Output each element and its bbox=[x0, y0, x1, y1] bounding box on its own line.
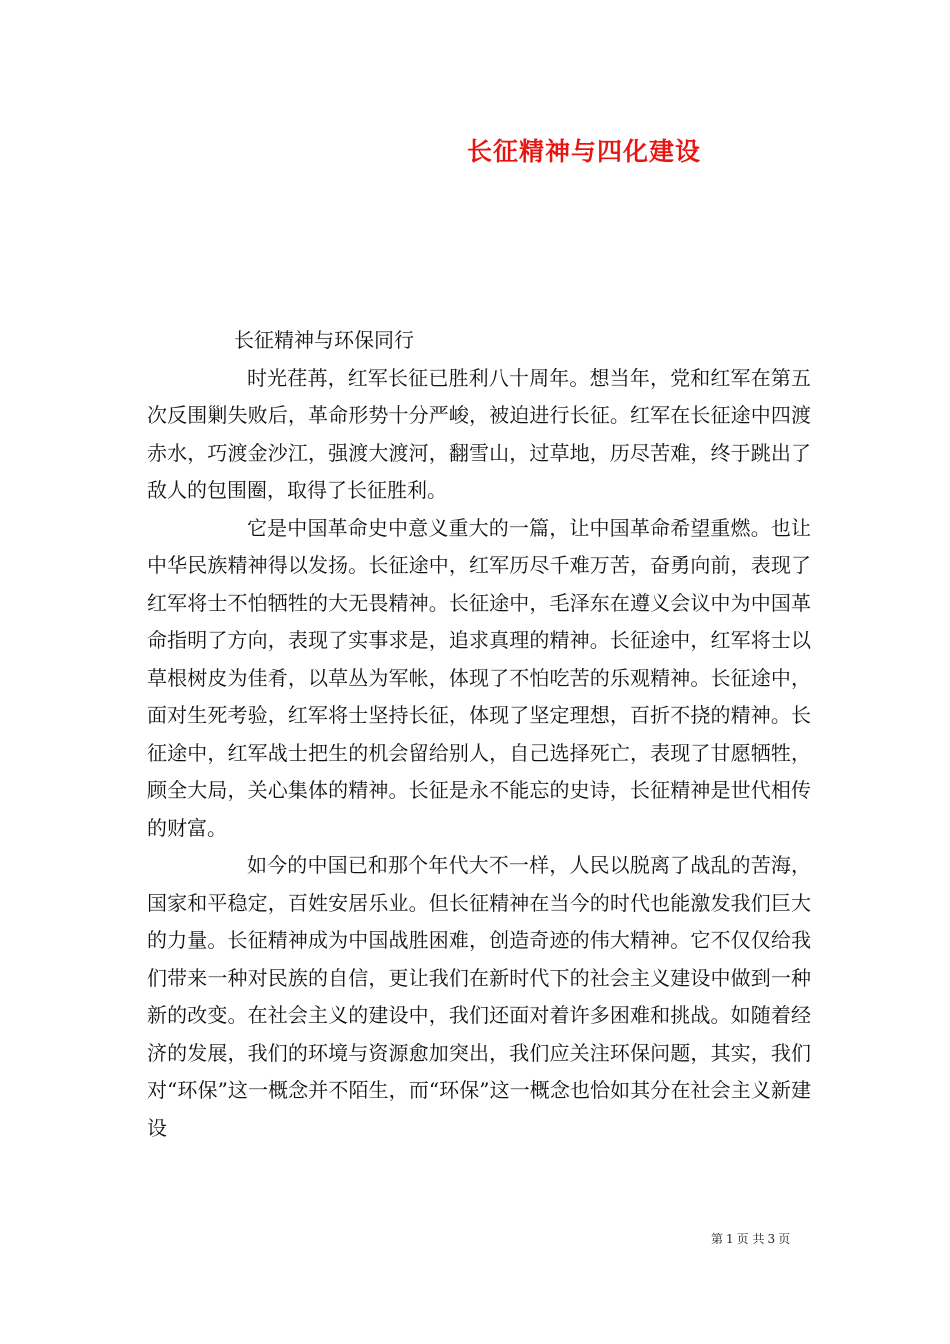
document-subtitle: 长征精神与环保同行 bbox=[234, 328, 414, 352]
document-title: 长征精神与四化建设 bbox=[466, 137, 701, 166]
page-total: 3 bbox=[767, 1232, 776, 1246]
page-label: 第 bbox=[711, 1232, 724, 1246]
page-current: 1 bbox=[726, 1232, 734, 1246]
document-body bbox=[147, 322, 811, 1147]
page-number-footer bbox=[711, 1230, 831, 1247]
page-mid: 页 共 bbox=[736, 1232, 765, 1246]
paragraph-2: 它是中国革命史中意义重大的一篇，让中国革命希望重燃。也让中华民族精神得以发扬。长征途中，红军历尽千难万苦，奋勇向前，表现了红军将士不怕牺牲的大无畏精神。长征途中，毛泽东在遵义会议中为中国革命指明了方向，表现了实事求是，追求真理的精神。长征途中，红军将士以草根树皮为佳肴，以草丛为军帐，体现了不怕吃苦的乐观精神。长征途中，面对生死考验，红军将士坚持长征，体现了坚定理想，百折不挠的精神。长征途中，红军战士把生的机会留给别人，自己选择死亡，表现了甘愿牺牲，顾全大局，关心集体的精神。长征是永不能忘的史诗，长征精神是世代相传的财富。 bbox=[147, 515, 811, 840]
page-end: 页 bbox=[778, 1232, 791, 1246]
paragraph-1: 时光荏苒，红军长征已胜利八十周年。想当年，党和红军在第五次反围剿失败后，革命形势十分严峻，被迫进行长征。红军在长征途中四渡赤水，巧渡金沙江，强渡大渡河，翻雪山，过草地，历尽苦难，终于跳出了敌人的包围圈，取得了长征胜利。 bbox=[147, 365, 811, 502]
paragraph-3: 如今的中国已和那个年代大不一样，人民以脱离了战乱的苦海，国家和平稳定，百姓安居乐业。但长征精神在当今的时代也能激发我们巨大的力量。长征精神成为中国战胜困难，创造奇迹的伟大精神。它不仅仅给我们带来一种对民族的自信，更让我们在新时代下的社会主义建设中做到一种新的改变。在社会主义的建设中，我们还面对着许多困难和挑战。如随着经济的发展，我们的环境与资源愈加突出，我们应关注环保问题，其实，我们对“环保”这一概念并不陌生，而“环保”这一概念也恰如其分在社会主义新建设 bbox=[147, 853, 811, 1140]
